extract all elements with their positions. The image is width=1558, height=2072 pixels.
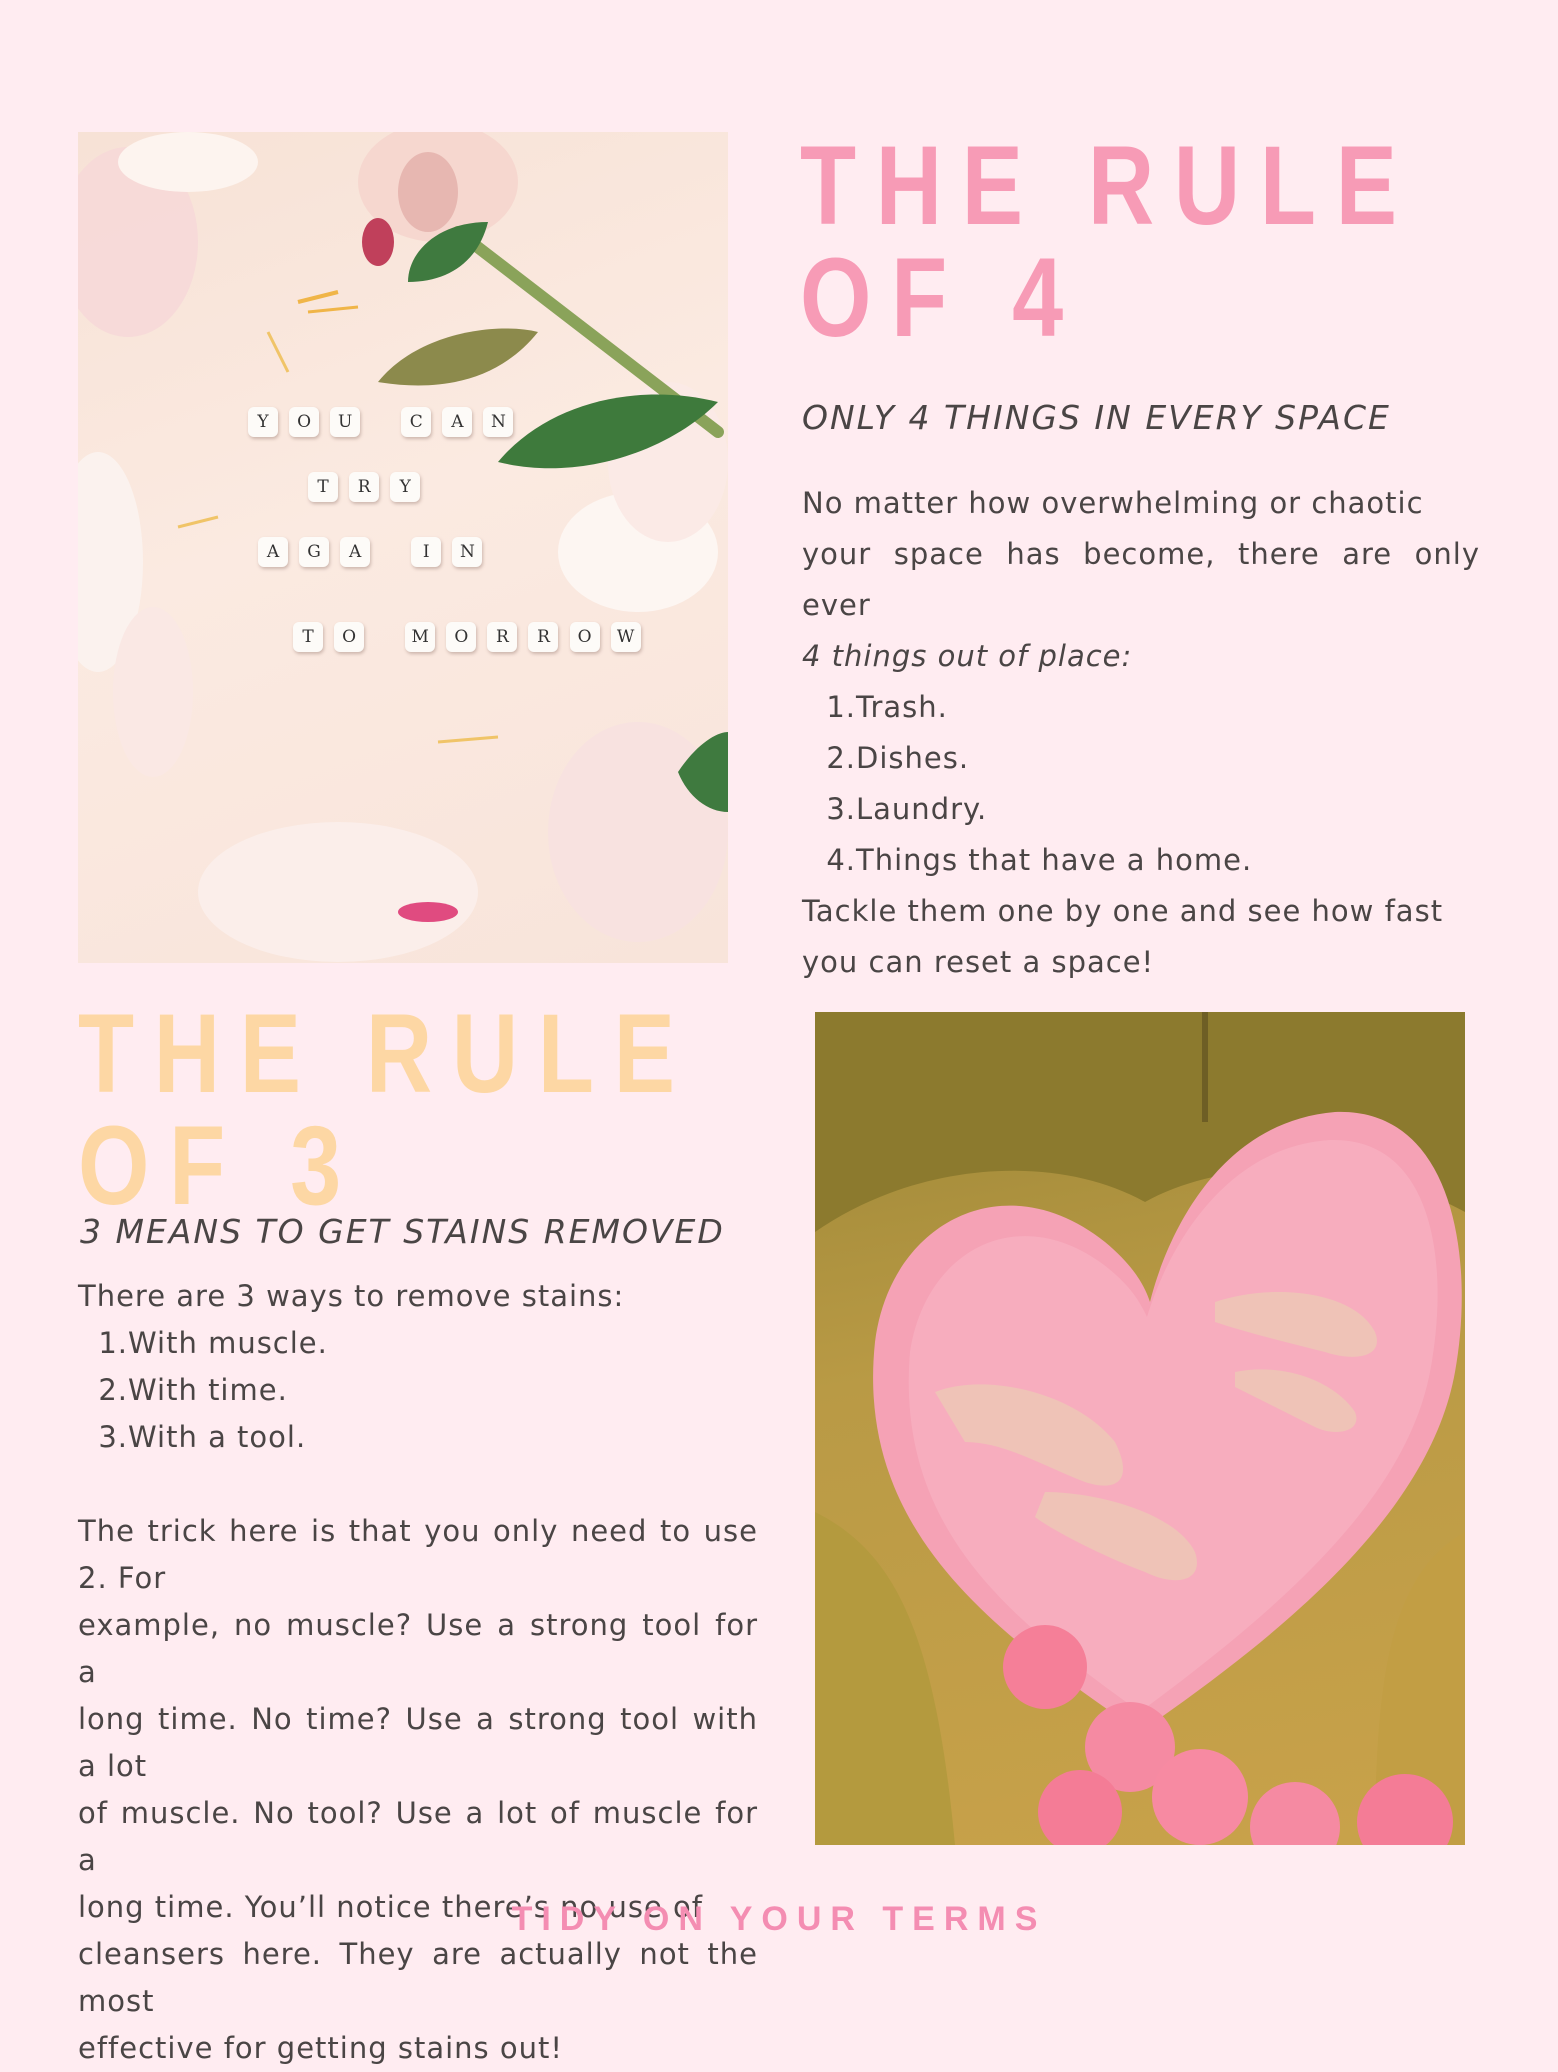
letter-tile: A — [340, 537, 370, 567]
list-item — [78, 1367, 758, 1414]
letter-tile: A — [258, 537, 288, 567]
rule4-outro-line: you can reset a space! — [802, 945, 1155, 979]
letter-tile: A — [442, 407, 472, 437]
rule4-title-line1: THE RULE — [800, 123, 1417, 248]
rule3-para-line: cleansers here. They are actually not the most — [78, 1937, 758, 2018]
list-number: 1. — [98, 1326, 128, 1360]
rule3-subtitle: 3 MEANS TO GET STAINS REMOVED — [80, 1212, 725, 1251]
rule3-para-line: example, no muscle? Use a strong tool for a — [78, 1608, 758, 1689]
rule4-intro-italic: 4 things out of place: — [802, 639, 1133, 673]
list-number: 3. — [826, 792, 856, 826]
letter-tile: R — [487, 622, 517, 652]
list-text: Trash. — [856, 690, 948, 724]
letter-tile: U — [330, 407, 360, 437]
rule4-outro-line: Tackle them one by one and see how fast — [802, 894, 1444, 928]
list-text: With muscle. — [128, 1326, 328, 1360]
letter-tile: C — [401, 407, 431, 437]
letter-tile: Y — [248, 407, 278, 437]
rule3-body — [78, 1273, 758, 2072]
list-item — [78, 1414, 758, 1461]
list-text: With a tool. — [128, 1420, 307, 1454]
rule3-intro: There are 3 ways to remove stains: — [78, 1279, 625, 1313]
letter-tile: O — [570, 622, 600, 652]
rule4-intro-line: your space has become, there are only ever — [802, 537, 1480, 622]
rule3-para-line: The trick here is that you only need to use 2. For — [78, 1514, 758, 1595]
letter-tile: Y — [390, 472, 420, 502]
list-number: 3. — [98, 1420, 128, 1454]
list-item — [802, 682, 1480, 733]
heart-pillow-photo — [815, 1012, 1465, 1845]
rule3-para-line: long time. You’ll notice there’s no use of — [78, 1890, 703, 1924]
list-number: 4. — [826, 843, 856, 877]
list-item — [802, 733, 1480, 784]
list-number: 2. — [826, 741, 856, 775]
letter-tile: N — [452, 537, 482, 567]
list-text: Laundry. — [856, 792, 988, 826]
list-text: With time. — [128, 1373, 288, 1407]
letter-tile: I — [411, 537, 441, 567]
letter-tile: N — [483, 407, 513, 437]
letter-tile: O — [446, 622, 476, 652]
letter-tile: T — [293, 622, 323, 652]
letter-tile: M — [405, 622, 435, 652]
rule3-list — [78, 1320, 758, 1461]
rule4-list — [802, 682, 1480, 886]
rule4-intro-line: No matter how overwhelming or chaotic — [802, 486, 1424, 520]
rule3-para-line: long time. No time? Use a strong tool with a lot — [78, 1702, 758, 1783]
letter-tile: O — [334, 622, 364, 652]
letter-tile: T — [308, 472, 338, 502]
list-item — [802, 784, 1480, 835]
rule4-title-line2: OF 4 — [800, 235, 1083, 360]
rule4-title — [800, 123, 1552, 360]
letter-tile: W — [611, 622, 641, 652]
list-number: 1. — [826, 690, 856, 724]
rule3-title-line1: THE RULE — [78, 991, 695, 1116]
letter-tile: R — [349, 472, 379, 502]
footer-tagline: TIDY ON YOUR TERMS — [511, 1900, 1047, 1938]
letter-tiles-row — [258, 537, 488, 567]
rule4-subtitle: ONLY 4 THINGS IN EVERY SPACE — [802, 398, 1391, 437]
rule3-title — [78, 991, 830, 1228]
flowers-letter-tiles-photo — [78, 132, 728, 963]
letter-tiles-row — [293, 622, 647, 652]
list-text: Dishes. — [856, 741, 970, 775]
rule3-title-line2: OF 3 — [78, 1103, 361, 1228]
letter-tile: G — [299, 537, 329, 567]
rule3-para-line: effective for getting stains out! — [78, 2031, 563, 2065]
list-number: 2. — [98, 1373, 128, 1407]
letter-tiles-row — [248, 407, 519, 437]
letter-tiles-row — [308, 472, 426, 502]
list-item — [78, 1320, 758, 1367]
list-item — [802, 835, 1480, 886]
list-text: Things that have a home. — [856, 843, 1253, 877]
rule4-body — [802, 478, 1480, 988]
letter-tile: R — [528, 622, 558, 652]
rule3-para-line: of muscle. No tool? Use a lot of muscle for a — [78, 1796, 758, 1877]
letter-tile: O — [289, 407, 319, 437]
